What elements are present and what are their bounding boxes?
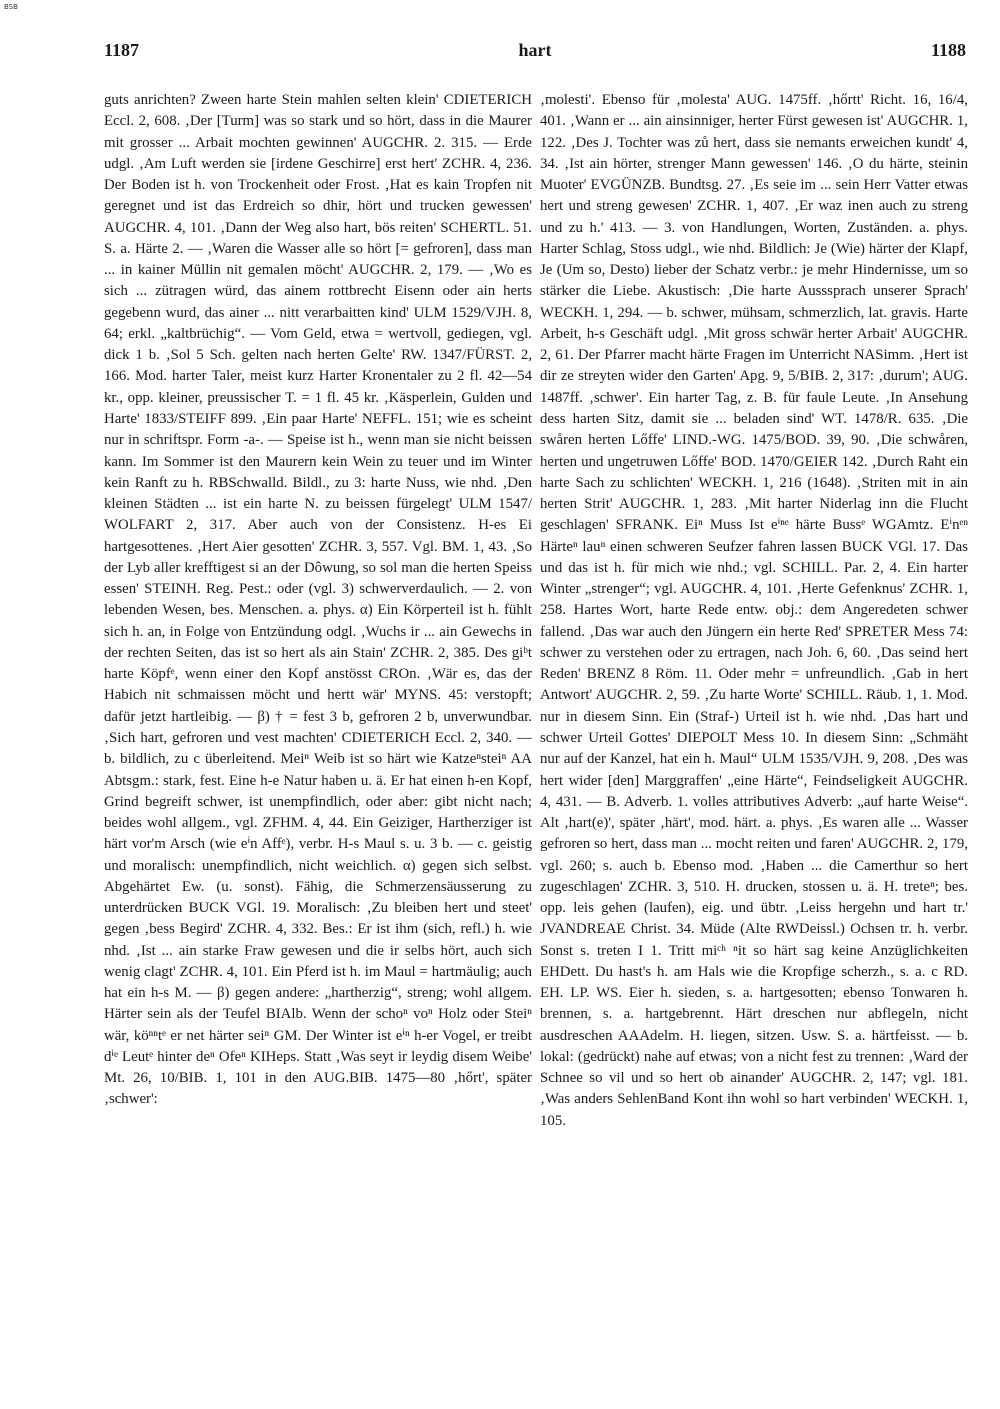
page-number-left: 1187 xyxy=(104,40,140,60)
library-stamp: BSB xyxy=(4,3,18,11)
left-column-text: guts anrichten? Zween harte Stein mahlen selten klein' CDIETERICH Eccl. 2, 608. ‚Der [Turm] was so stark und so hört, dass in die Maurer mit grosser ... Arbait mochten gewinnen' AUGCHR. 2. 315. — Erde udgl. ‚Am Luft werden sie [irdene Geschirre] erst hert' ZCHR. 4, 236. Der Boden ist h. von Trockenheit oder Frost. ‚Hat es kain Tropfen nit geregnet und ist das Erdreich so dhir, hört und trucken gewessen' AUGCHR. 4, 101. ‚Dann der Weg also hart, bös reiten' SCHERTL. 51. S. a. Härte 2. — ‚Waren die Wasser alle so hört [= gefroren], dass man ... in kainer Müllin nit gemalen möcht' AUGCHR. 2, 179. — ‚Wo es sich ... zütragen würd, das ainem rottbrecht Eisenn oder ain herts gegebenn wurd, das ainer ... nitt verarbaitten kind' ULM 1529/VJH. 8, 64; erkl. „kaltbrüchig“. — Vom Geld, etwa = wertvoll, gediegen, vgl. dick 1 b. ‚Sol 5 Sch. gelten nach herten Gelte' RW. 1347/FÜRST. 2, 166. Mod. harter Taler, meist kurz Harter Kronentaler zu 2 fl. 42—54 kr., opp. kleiner, preussischer T. = 1 fl. 45 kr. ‚Käsperlein, Gulden und Harte' 1833/STEIFF 899. ‚Ein paar Harte' NEFFL. 151; wie es scheint nur in schriftspr. Form -a-. — Speise ist h., wenn man sie nicht beissen kann. Im Sommer ist den Maurern kein Wein zu teuer und im Winter kein Ranft zu h. RBSchwalld. Bildl., zu 3: harte Nuss, wie nhd. ‚Den kleinen Städten ... ist ein harte N. zu beissen fürgelegt' ULM 1547/ WOLFART 2, 317. Aber auch von der Consistenz. H-es Ei hartgesottenes. ‚Hert Aier gesotten' ZCHR. 3, 557. Vgl. BM. 1, 43. ‚So der Lyb aller krefftigest si an der Dôwung, so sol man die herten Speiss essen' STEINH. Reg. Pest.: oder (vgl. 3) schwerverdaulich. — 2. von lebenden Wesen, bes. Menschen. a. phys. α) Ein Körperteil ist h. fühlt sich h. an, in Folge von Entzündung odgl. ‚Wuchs ir ... ain Gewechs in der rechten Seiten, das ist so hert als ain Stain' ZCHR. 2, 385. Des gi͏ᵇt harte Köpfᵉ, wenn einer den Kopf anstösst CROn. ‚Wär es, das der Habich nit schmaissen möcht und hertt wär' MYNS. 45: verstopft; dafür jetzt hartleibig. — β) † = fest 3 b, gefroren 2 b, unverwundbar. ‚Sich hart, gefroren und vest machten' CDIETERICH Eccl. 2, 340. — b. bildlich, zu c überleitend. Meiⁿ Weib ist so härt wie Katzeⁿsteiⁿ AA Abtsgm.: stark, fest. Eine h-e Natur haben u. ä. Er hat einen h-en Kopf, Grind begreift schwer, ist unempfindlich, oder aber: gibt nicht nach; beides wohl allgem., vgl. ZFHM. 4, 44. Ein Geiziger, Hartherziger ist härt vor'm Arsch (wie eⁱn Affᵉ), verbr. H-s Maul s. u. 3 b. — c. geistig und moralisch: unempfindlich, nicht weichlich. α) gegen sich selbst. Abgehärtet Ew. (u. sonst). Fähig, die Schmerzensäusserung zu unterdrücken BUCK VGl. 19. Moralisch: ‚Zu bleiben hert und steet' gegen ‚bess Begird' ZCHR. 4, 332. Bes.: Er ist ihm (sich, refl.) h. wie nhd. ‚Ist ... ain starke Fraw gewesen und die ir selbs hört, auch sich wenig clagt' ZCHR. 4, 101. Ein Pferd ist h. im Maul = hartmäulig; auch hat ein h-s M. — β) gegen andere: „hartherzig“, streng; wohl allgem. Härter sein als der Teufel BIAlb. Wenn der schoⁿ voⁿ Holz oder Steiⁿ wär, köⁿⁿtᵉ er net härter seiⁿ GM. Der Winter ist eⁱⁿ h-er Vogel, er treibt dⁱᵉ Leutᵉ hinter deⁿ Ofeⁿ KIHeps. Statt ‚Was seyt ir leydig disem Weibe' Mt. 26, 10/BIB. 1, 101 in den AUG.BIB. 1475—80 ‚hőrt', später ‚schwer': xyxy=(104,92,532,1108)
page-number-right: 1188 xyxy=(930,40,966,60)
right-column-text: ‚molesti'. Ebenso für ‚molesta' AUG. 1475ff. ‚hőrtt' Richt. 16, 16/4, 401. ‚Wann er ... ain ainsinniger, herter Fürst gewesen ist' AUGCHR. 1, 122. ‚Des J. Tochter was zů hert, dass sie nemants erweichen kundt' 4, 34. ‚Ist ain hörter, strenger Mann gewessen' 146. ‚O du härte, steinin Muoter' EVGÜNZB. Bundtsg. 27. ‚Es seie im ... sein Herr Vatter etwas hert und streng gewesen' ZCHR. 1, 407. ‚Er waz inen auch zu streng und zu h.' 413. — 3. von Handlungen, Worten, Zuständen. a. phys. Harter Schlag, Stoss udgl., wie nhd. Bildlich: Je (Wie) härter der Klapf, Je (Um so, Desto) lieber der Schatz verbr.: je mehr Hindernisse, um so stärker die Liebe. Akustisch: ‚Die harte Ausssprach unserer Sprach' WECKH. 1, 294. — b. schwer, mühsam, schmerzlich, lat. gravis. Harte Arbeit, h-s Geschäft udgl. ‚Mit gross schwär herter Arbait' AUGCHR. 2, 61. Der Pfarrer macht härte Fragen im Unterricht NASimm. ‚Hert ist dir ze streyten wider den Garten' Apg. 9, 5/BIB. 2, 317: ‚durum'; AUG. 1487ff. ‚schwer'. Ein harter Tag, z. B. für faule Leute. ‚In Ansehung dess harten Sitz, damit sie ... beladen sind' WT. 1478/R. 635. ‚Die swåren herten Lőffe' LIND.-WG. 1475/BOD. 39, 90. ‚Die schwåren, herten und ungetruwen Lőffe' BOD. 1470/GEIER 142. ‚Durch Raht ein harte Sach zu schlichten' WECKH. 1, 216 (1648). ‚Striten mit in ain herten Strit' AUGCHR. 1, 283. ‚Mit harter Niderlag inn die Flucht geschlagen' SFRANK. Eiⁿ Muss Ist eⁱⁿᵉ härte Bussᵉ WGAmtz. Eⁱnᵉⁿ Härteⁿ lauⁿ einen schweren Seufzer fahren lassen BUCK VGl. 17. Das und das ist h. für mich wie nhd.; vgl. SCHILL. Par. 2, 4. Ein harter Winter „strenger“; vgl. AUGCHR. 4, 101. ‚Herte Gefenknus' ZCHR. 1, 258. Hartes Wort, harte Rede entw. obj.: dem Angeredeten schwer fallend. ‚Das war auch den Jüngern ein herte Red' SPRETER Mess 74: schwer zu verstehen oder zu ertragen, nach Joh. 6, 60. ‚Das seind hert Reden' BRENZ 8 Röm. 11. Oder mehr = unfreundlich. ‚Gab in hert Antwort' AUGCHR. 2, 59. ‚Zu harte Worte' SCHILL. Räub. 1, 1. Mod. nur in diesem Sinn. Ein (Straf-) Urteil ist h. wie nhd. ‚Das hart und schwer Urteil Gottes' DIEPOLT Mess 10. In diesem Sinn: „Schmäht nur auf der Kanzel, hat ein h. Maul“ ULM 1535/VJH. 9, 208. ‚Des was hert wider [den] Marggraffen' „eine Härte“, Feindseligkeit AUGCHR. 4, 431. — B. Adverb. 1. volles attributives Adverb: „auf harte Weise“. Alt ‚hart(e)', später ‚härt', mod. härt. a. phys. ‚Es waren alle ... Wasser gefroren so hert, dass man ... mocht reiten und faren' AUGCHR. 2, 179, vgl. 260; s. auch b. Ebenso mod. ‚Haben ... die Camerthur so hert zugeschlagen' ZCHR. 3, 510. H. drucken, stossen u. ä. H. treteⁿ; bes. opp. leis gehen (laufen), eig. und übtr. ‚Leiss hergehn und hart tr.' JVANDREAE Christ. 34. Müde (Alte RWDeissl.) Ochsen tr. h. verbr. Sonst s. treten I 1. Tritt miᶜʰ ⁿit so härt sag keine Anzüglichkeiten EHDett. Du hast's h. am Hals wie die Kropfige scherzh., s. a. c RD. EH. LP. WS. Eier h. sieden, s. a. hartgesotten; ebenso Tonwaren h. brennen, s. a. hartgebrennt. Härt dreschen nur abflegeln, nicht ausdreschen AAAdelm. H. liegen, sitzen. Usw. S. a. härtfeisst. — b. lokal: (gedrückt) nahe auf etwas; von a nicht fest zu trennen: ‚Ward der Schnee so vil und so hert ob ainander' AUGCHR. 2, 147; vgl. 181. ‚Was anders SehlenBand Kont ihn wohl so hart verbinden' WECKH. 1, 105. xyxy=(540,92,968,1129)
right-column xyxy=(540,90,968,1390)
left-column xyxy=(104,90,532,1390)
headword: hart xyxy=(518,40,552,60)
page-header xyxy=(104,40,966,70)
